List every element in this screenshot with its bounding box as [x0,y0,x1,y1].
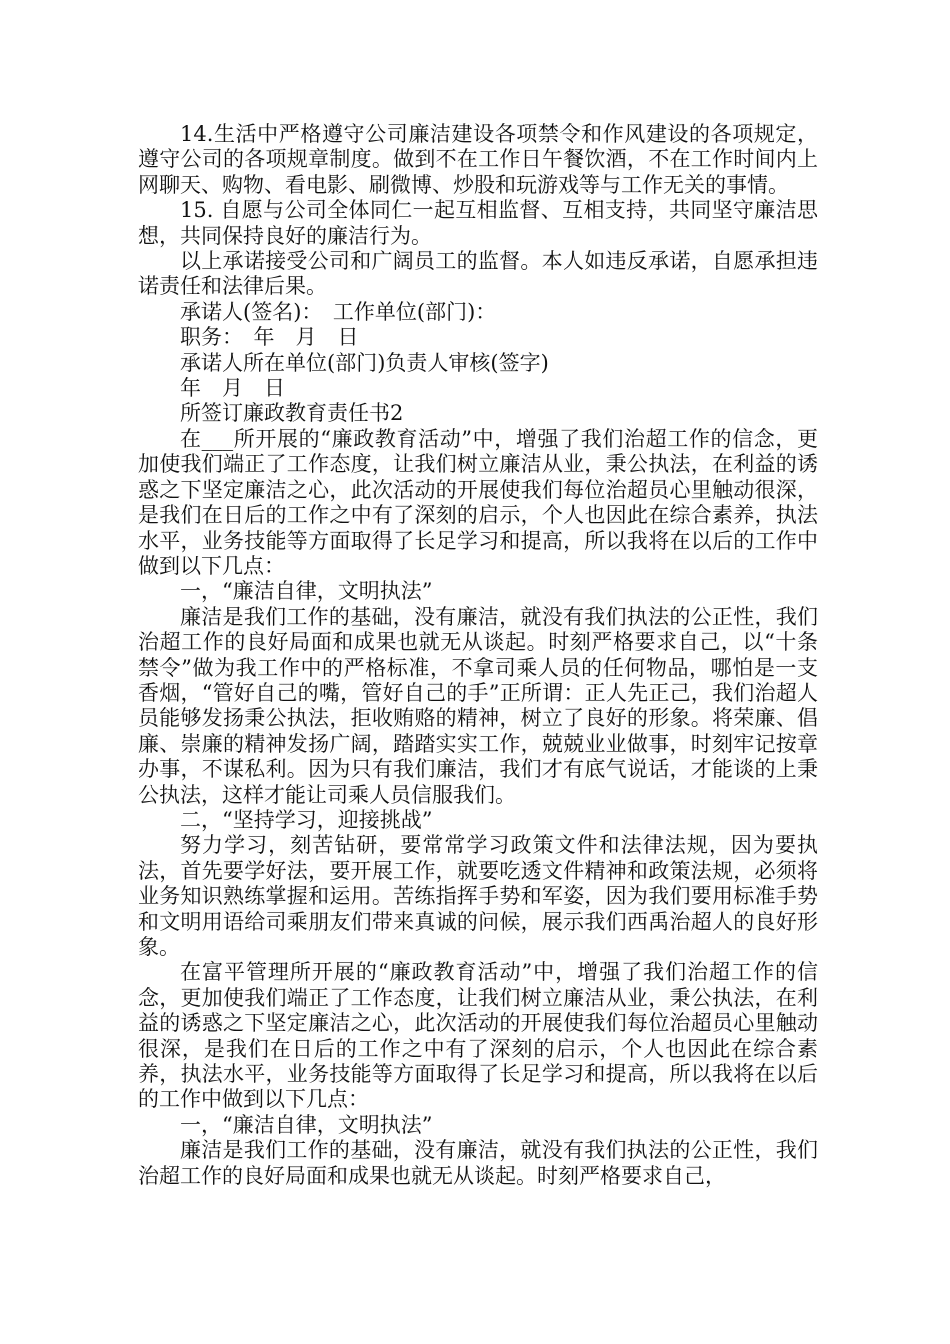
signature-line-position-date: 职务： 年 月 日 [180,325,359,350]
paragraph-integrity: 廉洁是我们工作的基础，没有廉洁，就没有我们执法的公正性，我们治超工作的良好局面和成果也就无从谈起。时刻严格要求自己，以“十条禁令”做为我工作中的严格标准，不拿司乘人员的任何物品，哪怕是一支香烟，“管好自己的嘴，管好自己的手”正所谓：正人先正己，我们治超人员能够发扬秉公执法，拒收贿赂的精神，树立了良好的形象。将荣廉、倡廉、崇廉的精神发扬广阔，踏踏实实工作，兢兢业业做事，时刻牢记按章办事，不谋私利。因为只有我们廉洁，我们才有底气说话，才能谈的上秉公执法，这样才能让司乘人员信服我们。 [138,604,818,807]
paragraph-commitment-statement: 以上承诺接受公司和广阔员工的监督。本人如违反承诺，自愿承担违诺责任和法律后果。 [138,249,818,299]
subheading-integrity: 一，“廉洁自律，文明执法” [180,579,433,604]
paragraph-intro-repeat: 在富平管理所开展的“廉政教育活动”中，增强了我们治超工作的信念，更加使我们端正了工作态度，让我们树立廉洁从业，秉公执法，在利益的诱惑之下坚定廉洁之心，此次活动的开展使我们每位治超员心里触动很深，是我们在日后的工作之中有了深刻的启示，个人也因此在综合素养，执法水平，业务技能等方面取得了长足学习和提高，所以我将在以后的工作中做到以下几点： [138,960,818,1112]
document-body [138,122,818,1189]
signature-line-promisor: 承诺人(签名)： 工作单位(部门)： [180,299,497,324]
subheading-integrity-repeat: 一，“廉洁自律，文明执法” [180,1112,433,1137]
signature-line-department-review: 承诺人所在单位(部门)负责人审核(签字) [180,350,549,375]
section-title: 所签订廉政教育责任书2 [180,401,404,426]
paragraph-study: 努力学习，刻苦钻研，要常常学习政策文件和法律法规，因为要执法，首先要学好法，要开展工作，就要吃透文件精神和政策法规，必须将业务知识熟练掌握和运用。苦练指挥手势和军姿，因为我们要用标准手势和文明用语给司乘朋友们带来真诚的问候，展示我们西禹治超人的良好形象。 [138,833,818,959]
paragraph-integrity-partial: 廉洁是我们工作的基础，没有廉洁，就没有我们执法的公正性，我们治超工作的良好局面和成果也就无从谈起。时刻严格要求自己， [138,1138,818,1188]
signature-line-date: 年 月 日 [180,376,285,401]
paragraph-item-15: 15. 自愿与公司全体同仁一起互相监督、互相支持，共同坚守廉洁思想，共同保持良好的廉洁行为。 [138,198,818,248]
paragraph-intro: 在___所开展的“廉政教育活动”中，增强了我们治超工作的信念，更加使我们端正了工作态度，让我们树立廉洁从业，秉公执法，在利益的诱惑之下坚定廉洁之心，此次活动的开展使我们每位治超员心里触动很深，是我们在日后的工作之中有了深刻的启示，个人也因此在综合素养，执法水平，业务技能等方面取得了长足学习和提高，所以我将在以后的工作中做到以下几点： [138,426,818,578]
paragraph-item-14: 14.生活中严格遵守公司廉洁建设各项禁令和作风建设的各项规定，遵守公司的各项规章制度。做到不在工作日午餐饮酒，不在工作时间内上网聊天、购物、看电影、刷微博、炒股和玩游戏等与工作无关的事情。 [138,122,818,197]
subheading-study: 二，“坚持学习，迎接挑战” [180,807,433,832]
